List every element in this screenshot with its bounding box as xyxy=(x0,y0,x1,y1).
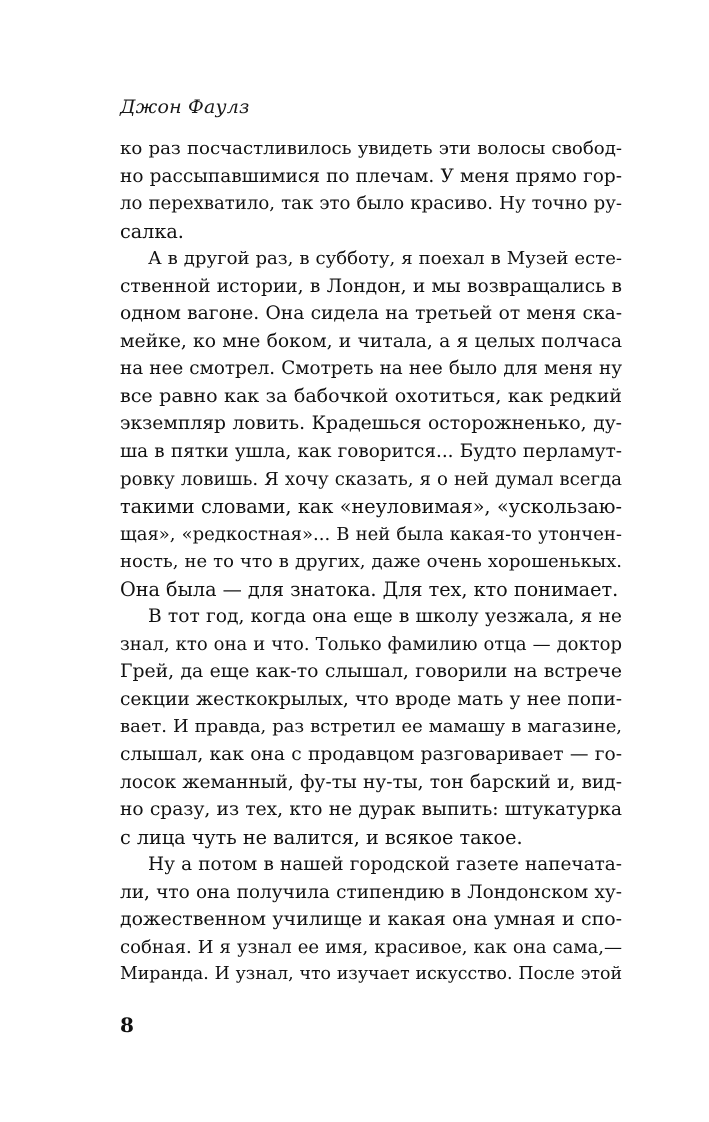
text-line: ло перехватило, так это было красиво. Ну точно ру- xyxy=(120,193,622,215)
text-line: вает. И правда, раз встретил ее мамашу в магазине, xyxy=(120,716,622,738)
text-line: знал, кто она и что. Только фамилию отца — доктор xyxy=(120,633,622,655)
text-line: Ну а потом в нашей городской газете напечата- xyxy=(148,854,622,876)
page-number: 8 xyxy=(120,1013,134,1037)
text-line: но рассыпавшимися по плечам. У меня прямо гор- xyxy=(120,165,622,187)
text-line: но сразу, из тех, кто не дурак выпить: штукатурка xyxy=(120,799,622,821)
text-line: Миранда. И узнал, что изучает искусство. После этой xyxy=(120,964,622,985)
text-line: лосок жеманный, фу-ты ну-ты, тон барский и, вид- xyxy=(120,771,622,793)
body-text xyxy=(120,135,622,989)
text-line: ша в пятки ушла, как говорится... Будто перламут- xyxy=(120,441,622,463)
text-line: ровку ловишь. Я хочу сказать, я о ней думал всегда xyxy=(120,468,622,490)
text-line: одном вагоне. Она сидела на третьей от меня ска- xyxy=(120,303,622,325)
text-line: В тот год, когда она еще в школу уезжала, я не xyxy=(148,606,622,628)
text-line: такими словами, как «неуловимая», «ускользаю- xyxy=(120,495,622,519)
text-line: секции жесткокрылых, что вроде мать у нее попи- xyxy=(120,688,622,710)
text-line: ность, не то что в других, даже очень хорошенькых. xyxy=(120,551,622,573)
text-line: дожественном училище и какая она умная и спо- xyxy=(120,908,622,931)
text-line: Она была — для знатока. Для тех, кто понимает. xyxy=(120,577,619,601)
text-line: мейке, ко мне боком, и читала, а я целых полчаса xyxy=(120,330,622,352)
text-line: на нее смотрел. Смотреть на нее было для меня ну xyxy=(120,358,622,380)
text-line: с лица чуть не валится, и всякое такое. xyxy=(120,825,523,849)
text-line: Грей, да еще как-то слышал, говорили на встрече xyxy=(120,661,622,683)
text-line: слышал, как она с продавцом разговаривает — го- xyxy=(120,744,622,766)
running-head-author: Джон Фаулз xyxy=(120,96,250,118)
text-line: экземпляр ловить. Крадешься осторожненько, ду- xyxy=(120,413,622,435)
text-line: А в другой раз, в субботу, я поехал в Музей есте- xyxy=(148,248,622,270)
text-line: собная. И я узнал ее имя, красивое, как она сама,— xyxy=(120,936,622,958)
text-line: ко раз посчастливилось увидеть эти волосы свобод- xyxy=(120,138,622,159)
text-line: ли, что она получила стипендию в Лондонском ху- xyxy=(120,881,622,903)
text-line: салка. xyxy=(120,219,184,243)
text-line: щая», «редкостная»... В ней была какая-то утончен- xyxy=(120,523,622,545)
text-line: ственной истории, в Лондон, и мы возвращались в xyxy=(120,275,622,297)
text-line: все равно как за бабочкой охотиться, как редкий xyxy=(120,384,622,407)
